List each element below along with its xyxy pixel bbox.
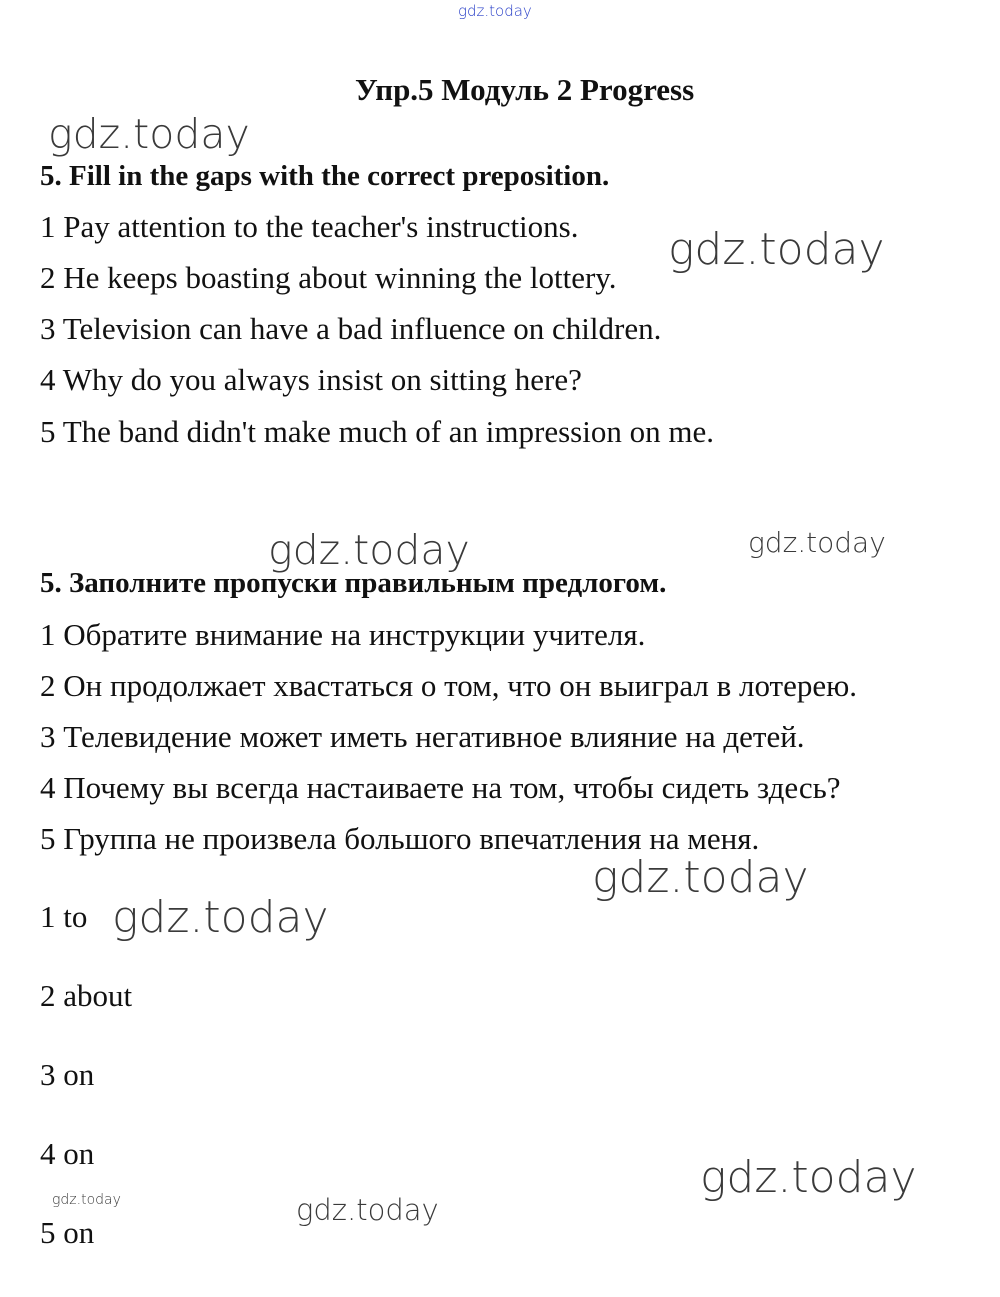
answer-4: 4 on — [40, 1136, 95, 1171]
sentence-russian-5: 5 Группа не произвела большого впечатления на меня. — [40, 821, 760, 856]
sentence-english-3: 3 Television can have a bad influence on children. — [40, 311, 662, 346]
sentence-english-5: 5 The band didn't make much of an impression on me. — [40, 414, 714, 449]
answer-5: 5 on — [40, 1215, 95, 1250]
answer-2: 2 about — [40, 978, 133, 1013]
sentence-english-2: 2 He keeps boasting about winning the lottery. — [40, 260, 617, 295]
sentence-russian-1: 1 Обратите внимание на инструкции учителя. — [40, 617, 646, 652]
watermark: gdz.today — [296, 1193, 439, 1227]
exercise-heading-english: 5. Fill in the gaps with the correct preposition. — [40, 160, 610, 192]
watermark: gdz.today — [112, 892, 329, 943]
sentence-english-4: 4 Why do you always insist on sitting here? — [40, 362, 582, 397]
sentence-russian-4: 4 Почему вы всегда настаиваете на том, чтобы сидеть здесь? — [40, 770, 841, 805]
watermark: gdz.today — [748, 526, 886, 559]
answer-3: 3 on — [40, 1057, 95, 1092]
watermark: gdz.today — [592, 852, 809, 903]
sentence-russian-3: 3 Телевидение может иметь негативное влияние на детей. — [40, 719, 805, 754]
watermark: gdz.today — [52, 1192, 121, 1208]
sentence-russian-2: 2 Он продолжает хвастаться о том, что он выиграл в лотерею. — [40, 668, 858, 703]
exercise-heading-russian: 5. Заполните пропуски правильным предлогом. — [40, 567, 667, 599]
watermark: gdz.today — [668, 224, 885, 275]
watermark: gdz.today — [268, 526, 470, 574]
page-title: Упр.5 Модуль 2 Progress — [355, 72, 695, 107]
answer-1: 1 to — [40, 899, 88, 934]
sentence-english-1: 1 Pay attention to the teacher's instructions. — [40, 209, 579, 244]
watermark: gdz.today — [48, 110, 250, 158]
watermark-top[interactable]: gdz.today — [458, 2, 532, 20]
watermark: gdz.today — [700, 1152, 917, 1203]
